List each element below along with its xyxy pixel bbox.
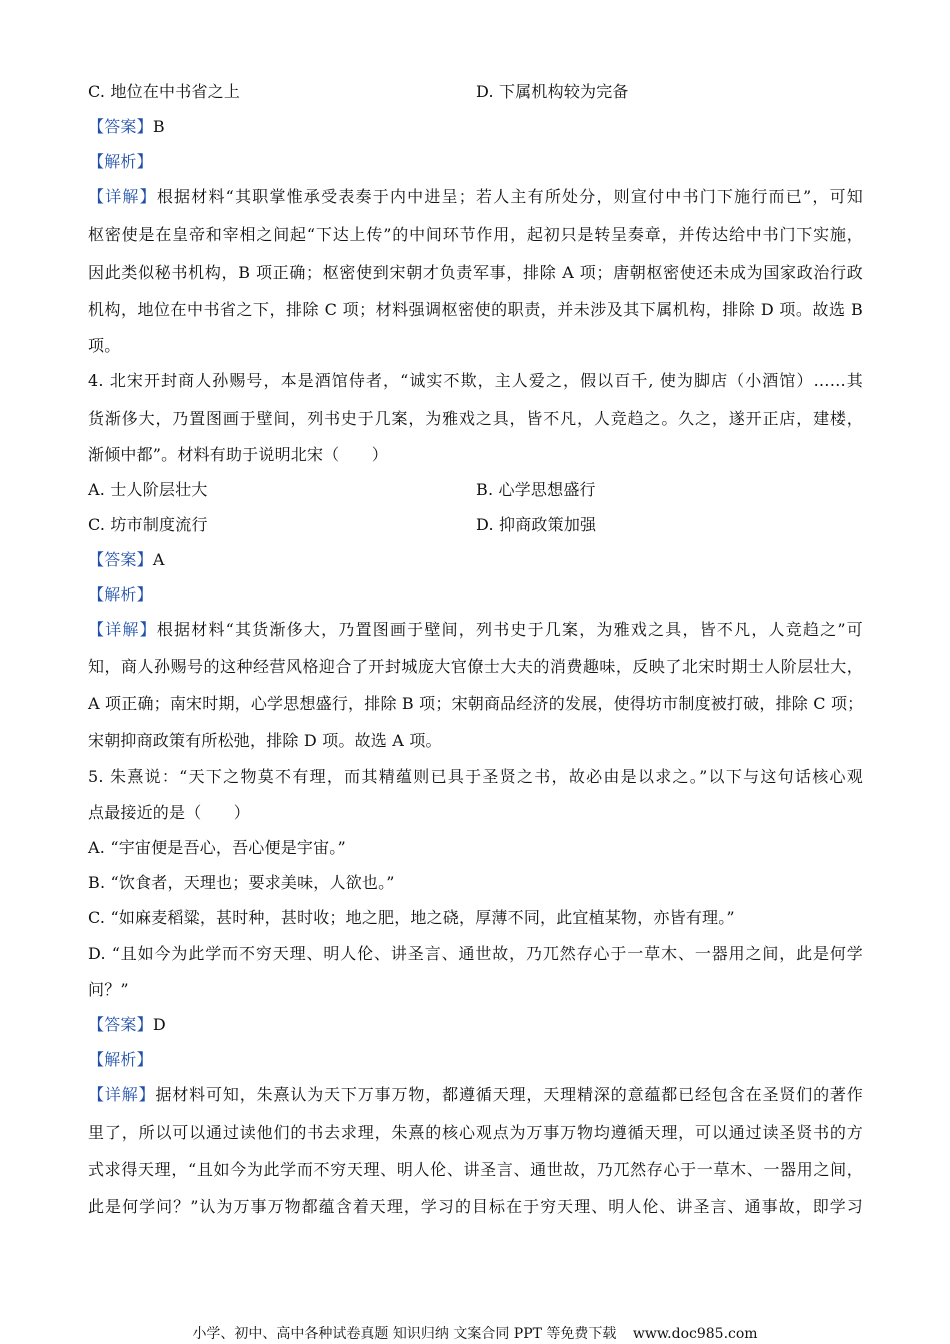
q3-detail-line: 枢密使是在皇帝和宰相之间起“下达上传”的中间环节作用，起初只是转呈奏章，并传达给中书门下实施， (88, 225, 863, 244)
answer-value: B (152, 117, 165, 136)
q3-answer (88, 117, 165, 137)
q4-detail-line: 知，商人孙赐号的这种经营风格迎合了开封城庞大官僚士大夫的消费趣味，反映了北宋时期士人阶层壮大， (88, 657, 863, 676)
q4-stem-line: 渐倾中都”。材料有助于说明北宋（ ） (88, 445, 388, 464)
q4-option-d: D. 抑商政策加强 (476, 515, 597, 534)
answer-tag: 【答案】 (88, 550, 153, 569)
q4-detail-line (88, 620, 863, 640)
q5-option-d-line: D. “且如今为此学而不穷天理、明人伦、讲圣言、通世故，乃兀然存心于一草木、一器用之间，此是何学 (88, 944, 863, 963)
q3-option-d: D. 下属机构较为完备 (476, 82, 629, 101)
q3-detail-line: 项。 (88, 336, 121, 355)
detail-tag: 【详解】 (88, 620, 157, 639)
q5-option-d-line: 问？” (88, 980, 129, 999)
q3-analysis-tag: 【解析】 (88, 152, 153, 171)
q5-detail-line: 此是何学问？”认为万事万物都蕴含着天理，学习的目标在于穷天理、明人伦、讲圣言、通事故，即学习 (88, 1197, 863, 1216)
q3-detail-line (88, 187, 863, 207)
q3-detail-line: 机构，地位在中书省之下，排除 C 项；材料强调枢密使的职责，并未涉及其下属机构，排除 D 项。故选 B (88, 300, 863, 319)
q4-analysis-tag: 【解析】 (88, 585, 153, 604)
q5-detail-line: 里了，所以可以通过读他们的书去求理，朱熹的核心观点为万事万物均遵循天理，可以通过读圣贤书的方 (88, 1123, 863, 1142)
q5-option-c: C. “如麻麦稻粱，甚时种，甚时收；地之肥，地之硗，厚薄不同，此宜植某物，亦皆有理。” (88, 908, 735, 927)
q4-answer (88, 550, 165, 570)
detail-text: 根据材料“其货渐侈大，乃置图画于壁间，列书史于几案，为雅戏之具，皆不凡，人竞趋之”可 (156, 620, 863, 639)
answer-value: D (152, 1015, 166, 1034)
detail-tag: 【详解】 (88, 187, 157, 206)
q5-stem-line: 5. 朱熹说：“天下之物莫不有理，而其精蕴则已具于圣贤之书，故必由是以求之。”以下与这句话核心观 (88, 767, 863, 786)
q5-answer (88, 1015, 166, 1035)
q5-detail-line: 式求得天理，“且如今为此学而不穷天理、明人伦、讲圣言、通世故，乃兀然存心于一草木、一器用之间， (88, 1160, 863, 1179)
detail-tag: 【详解】 (88, 1085, 156, 1104)
detail-text: 据材料可知，朱熹认为天下万事万物，都遵循天理，天理精深的意蕴都已经包含在圣贤们的著作 (155, 1085, 863, 1104)
q5-detail-line (88, 1085, 863, 1105)
answer-tag: 【答案】 (88, 1015, 153, 1034)
answer-tag: 【答案】 (88, 117, 153, 136)
footer-text: 小学、初中、高中各种试卷真题 知识归纳 文案合同 PPT 等免费下载 (192, 1326, 617, 1342)
q5-option-a: A. “宇宙便是吾心，吾心便是宇宙。” (88, 838, 346, 857)
q4-detail-line: A 项正确；南宋时期，心学思想盛行，排除 B 项；宋朝商品经济的发展，使得坊市制度被打破，排除 C 项； (88, 694, 864, 713)
q3-option-c: C. 地位在中书省之上 (88, 82, 241, 101)
q5-analysis-tag: 【解析】 (88, 1050, 153, 1069)
q5-option-b: B. “饮食者，天理也；要求美味，人欲也。” (88, 873, 395, 892)
q4-option-c: C. 坊市制度流行 (88, 515, 208, 534)
q5-stem-line: 点最接近的是（ ） (88, 803, 251, 822)
q4-option-a: A. 士人阶层壮大 (88, 480, 208, 499)
footer-site-link[interactable]: www.doc985.com (632, 1326, 758, 1342)
q4-detail-line: 宋朝抑商政策有所松弛，排除 D 项。故选 A 项。 (88, 731, 442, 750)
detail-text: 根据材料“其职掌惟承受表奏于内中进呈；若人主有所处分，则宣付中书门下施行而已”，可知 (156, 187, 863, 206)
q4-option-b: B. 心学思想盛行 (476, 480, 596, 499)
q4-stem-line: 4. 北宋开封商人孙赐号，本是酒馆侍者，“诚实不欺，主人爱之，假以百千, 使为脚店（小酒馆）……其 (88, 371, 863, 390)
page-footer (0, 1325, 950, 1343)
answer-value: A (152, 550, 165, 569)
q4-stem-line: 货渐侈大，乃置图画于壁间，列书史于几案，为雅戏之具，皆不凡，人竞趋之。久之，遂开正店，建楼， (88, 409, 863, 428)
q3-detail-line: 因此类似秘书机构，B 项正确；枢密使到宋朝才负责军事，排除 A 项；唐朝枢密使还未成为国家政治行政 (88, 263, 863, 282)
